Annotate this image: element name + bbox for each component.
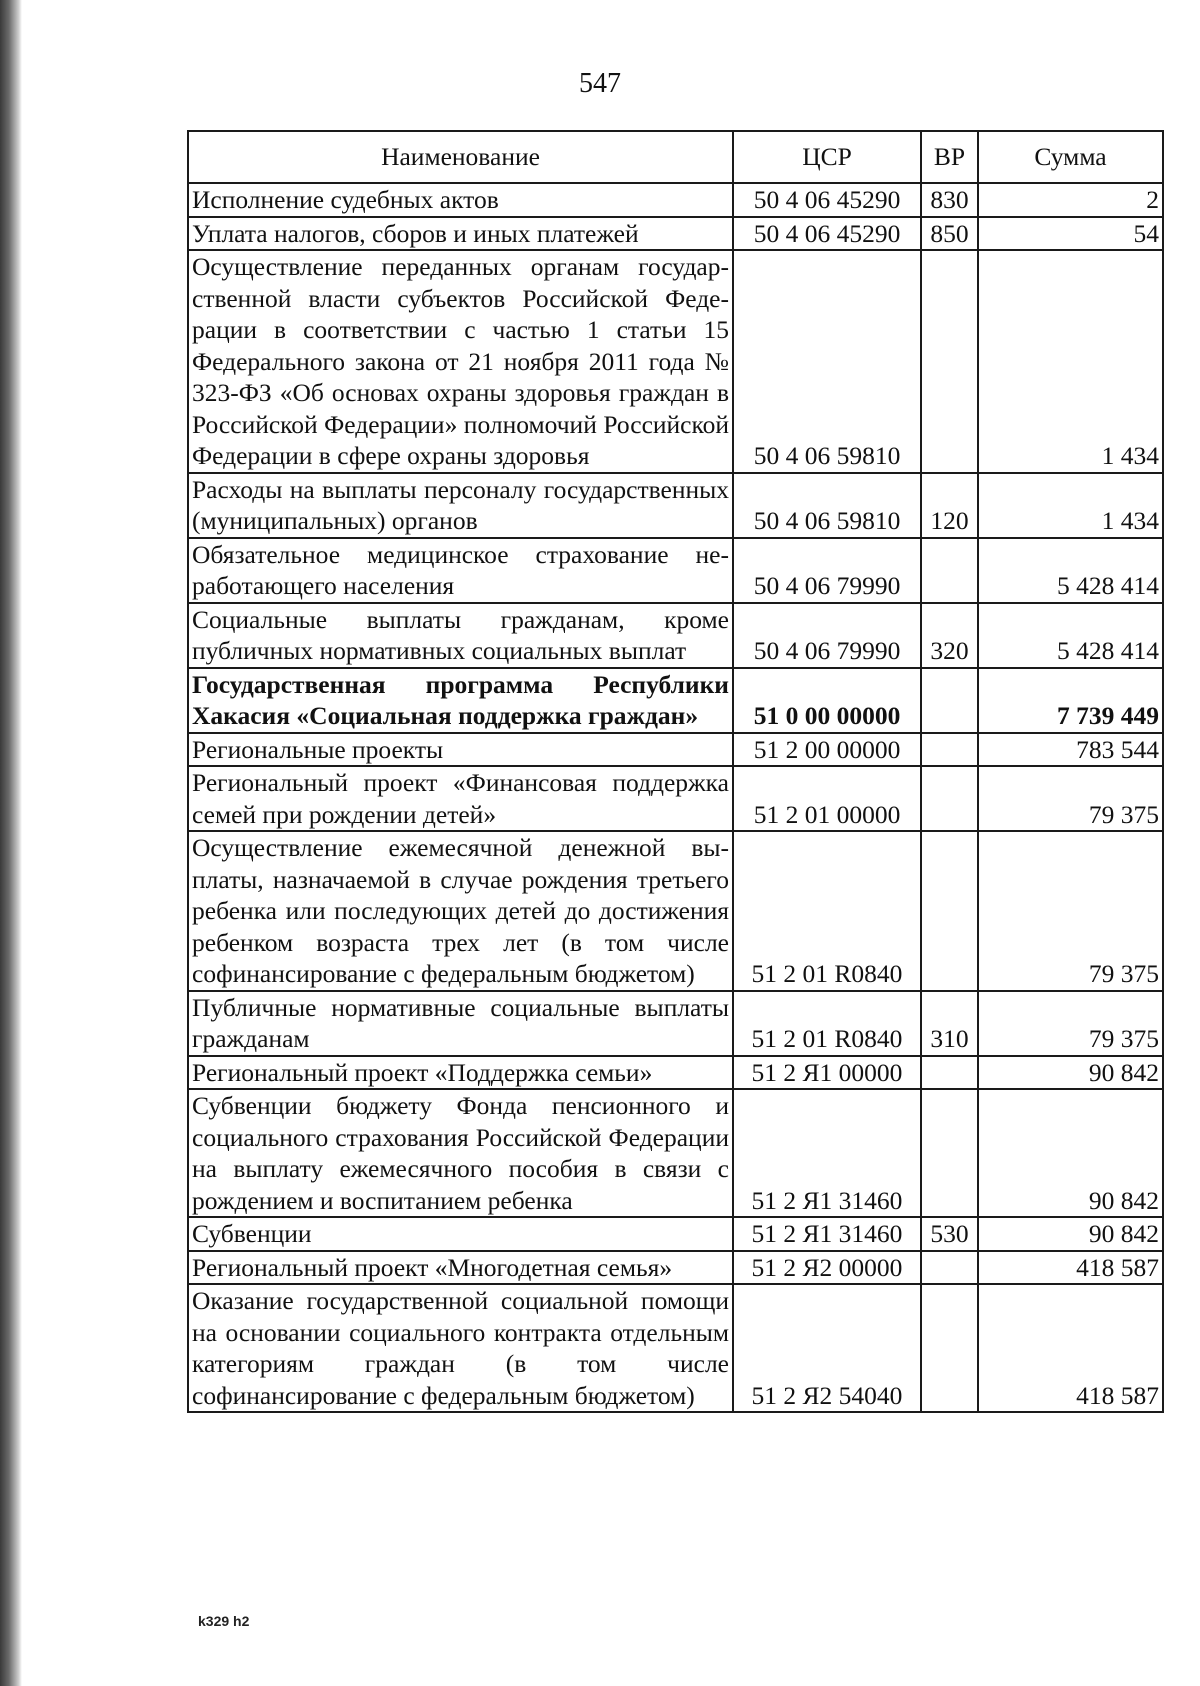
header-csr: ЦСР — [733, 131, 921, 183]
row-sum: 418 587 — [978, 1251, 1163, 1285]
row-name: Региональный проект «Поддержка семьи» — [188, 1056, 733, 1090]
table-row — [188, 1056, 1163, 1090]
scan-edge-shadow — [0, 0, 22, 1686]
row-name: Региональный проект «Многодетная семья» — [188, 1251, 733, 1285]
row-csr: 51 0 00 00000 — [733, 668, 921, 733]
row-vr: 310 — [921, 991, 978, 1056]
table-row — [188, 991, 1163, 1056]
row-name: Государственная программа Республики Хакасия «Социальная поддержка граждан» — [188, 668, 733, 733]
row-csr: 51 2 Я1 31460 — [733, 1089, 921, 1217]
row-vr — [921, 1089, 978, 1217]
footer-document-code: k329 h2 — [198, 1613, 250, 1629]
row-csr: 51 2 01 R0840 — [733, 831, 921, 991]
row-csr: 50 4 06 45290 — [733, 217, 921, 251]
row-sum: 79 375 — [978, 831, 1163, 991]
table-row — [188, 1217, 1163, 1251]
row-sum: 418 587 — [978, 1284, 1163, 1412]
row-csr: 51 2 Я1 31460 — [733, 1217, 921, 1251]
row-sum: 90 842 — [978, 1089, 1163, 1217]
row-csr: 51 2 00 00000 — [733, 733, 921, 767]
table-header-row — [188, 131, 1163, 183]
row-vr: 850 — [921, 217, 978, 251]
row-sum: 54 — [978, 217, 1163, 251]
table-row — [188, 183, 1163, 217]
header-sum: Сумма — [978, 131, 1163, 183]
budget-table — [187, 130, 1164, 1413]
row-name: Публичные нормативные социальные выплаты гражданам — [188, 991, 733, 1056]
row-name: Оказание государственной социальной помощи на основании социального контракта отдельным категориям граждан (в том числе софинансирование с федеральным бюджетом) — [188, 1284, 733, 1412]
table-row — [188, 538, 1163, 603]
table-row — [188, 1251, 1163, 1285]
row-vr — [921, 733, 978, 767]
table-row — [188, 1284, 1163, 1412]
row-name: Региональные проекты — [188, 733, 733, 767]
row-name: Расходы на выплаты персоналу государственных (муниципальных) органов — [188, 473, 733, 538]
row-csr: 50 4 06 59810 — [733, 250, 921, 473]
row-name: Исполнение судебных актов — [188, 183, 733, 217]
table-row-program — [188, 668, 1163, 733]
row-csr: 50 4 06 45290 — [733, 183, 921, 217]
row-vr: 120 — [921, 473, 978, 538]
row-name: Осуществление переданных органам государственной власти субъектов Российской Федерации в соответствии с частью 1 статьи 15 Федерального закона от 21 ноября 2011 года № 323-ФЗ «Об основах охраны здоровья граждан в Российской Федерации» полномочий Российской Федерации в сфере охраны здоровья — [188, 250, 733, 473]
row-vr — [921, 1056, 978, 1090]
row-vr: 530 — [921, 1217, 978, 1251]
row-vr — [921, 831, 978, 991]
row-vr: 320 — [921, 603, 978, 668]
row-vr — [921, 1284, 978, 1412]
row-csr: 51 2 01 00000 — [733, 766, 921, 831]
row-name: Региональный проект «Финансовая поддержка семей при рождении детей» — [188, 766, 733, 831]
row-name: Обязательное медицинское страхование неработающего населения — [188, 538, 733, 603]
row-sum: 2 — [978, 183, 1163, 217]
row-name: Субвенции бюджету Фонда пенсионного и социального страхования Российской Федерации на выплату ежемесячного пособия в связи с рождением и воспитанием ребенка — [188, 1089, 733, 1217]
row-name: Осуществление ежемесячной денежной выплаты, назначаемой в случае рождения третьего ребенка или последующих детей до достижения ребенком возраста трех лет (в том числе софинансирование с федеральным бюджетом) — [188, 831, 733, 991]
table-row — [188, 217, 1163, 251]
row-sum: 5 428 414 — [978, 603, 1163, 668]
header-name: Наименование — [188, 131, 733, 183]
table-body — [188, 183, 1163, 1412]
page-number: 547 — [579, 68, 621, 99]
row-sum: 79 375 — [978, 991, 1163, 1056]
row-vr — [921, 250, 978, 473]
row-sum: 783 544 — [978, 733, 1163, 767]
row-sum: 90 842 — [978, 1217, 1163, 1251]
header-vr: ВР — [921, 131, 978, 183]
row-vr — [921, 538, 978, 603]
row-csr: 51 2 Я1 00000 — [733, 1056, 921, 1090]
row-csr: 51 2 Я2 54040 — [733, 1284, 921, 1412]
table-row — [188, 473, 1163, 538]
row-csr: 51 2 Я2 00000 — [733, 1251, 921, 1285]
row-vr: 830 — [921, 183, 978, 217]
row-vr — [921, 766, 978, 831]
row-sum: 1 434 — [978, 250, 1163, 473]
row-vr — [921, 668, 978, 733]
row-sum: 1 434 — [978, 473, 1163, 538]
row-sum: 79 375 — [978, 766, 1163, 831]
row-sum: 7 739 449 — [978, 668, 1163, 733]
row-sum: 5 428 414 — [978, 538, 1163, 603]
row-csr: 50 4 06 79990 — [733, 538, 921, 603]
row-name: Уплата налогов, сборов и иных платежей — [188, 217, 733, 251]
table-row — [188, 733, 1163, 767]
table-row — [188, 603, 1163, 668]
row-name: Субвенции — [188, 1217, 733, 1251]
row-sum: 90 842 — [978, 1056, 1163, 1090]
table-row — [188, 831, 1163, 991]
row-csr: 50 4 06 79990 — [733, 603, 921, 668]
table-row — [188, 766, 1163, 831]
table-row — [188, 1089, 1163, 1217]
row-csr: 51 2 01 R0840 — [733, 991, 921, 1056]
row-vr — [921, 1251, 978, 1285]
row-name: Социальные выплаты гражданам, кроме публичных нормативных социальных выплат — [188, 603, 733, 668]
table-row — [188, 250, 1163, 473]
row-csr: 50 4 06 59810 — [733, 473, 921, 538]
